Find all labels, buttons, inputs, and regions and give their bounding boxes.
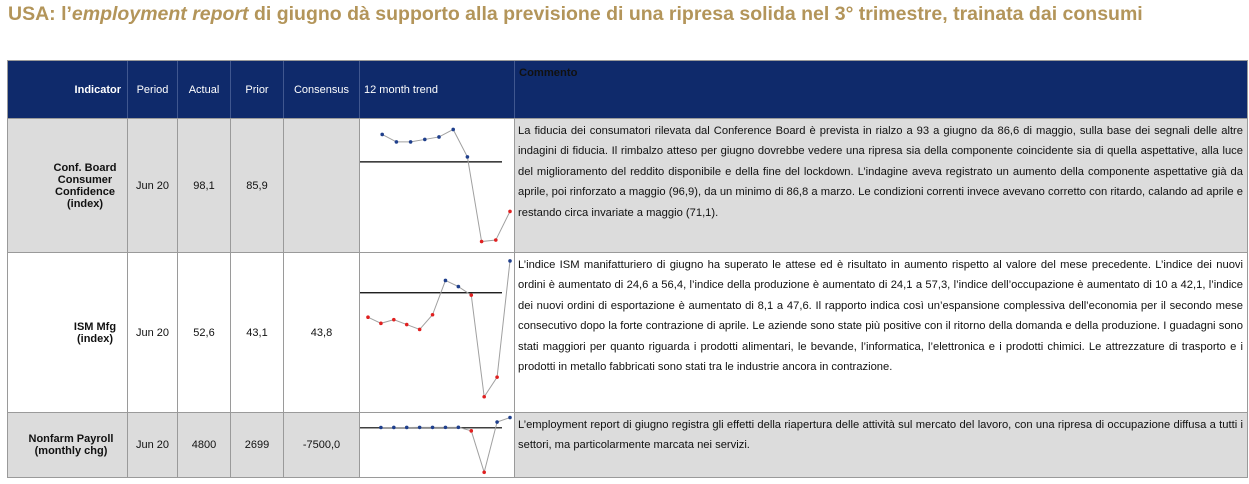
commento-text: L’employment report di giugno registra gli effetti della riapertura delle attività sul mercato del lavoro, con una ripresa di occupazione diffusa a tutti i settori, ma particolarmente marcata nei servizi. xyxy=(518,419,1243,452)
trend-point xyxy=(431,426,435,430)
trend-point xyxy=(469,429,473,433)
consensus-value xyxy=(284,119,360,252)
indicator-name: Conf. Board Consumer Confidence (index) xyxy=(8,119,128,252)
indicator-table xyxy=(7,60,1248,478)
commento-text: L’indice ISM manifatturiero di giugno ha superato le attese ed è risultato in aumento rispetto al valore del mese precedente. L’indice dei nuovi ordini è aumentato di 24,6 a 56,4, l’indice della produzione è aumentato di 24,1 a 57,3, l’indice dell’occupazione è aumentato di 10 a 42,1, l’indice dei nuovi ordini di esportazione è aumentato di 8,1 a 47,6. Il rapporto indica così un’espansione complessiva dell’economia per il secondo mese consecutivo dopo la forte contrazione di aprile. Le aziende sono state più positive con il ritorno della domanda e della produzione. I guadagni sono stati maggiori per quanto riguarda i prodotti alimentari, le bevande, l’informatica, l’elettronica e i prodotti chimici. Le attrezzature di trasporto e i prodotti in metallo fabbricati sono stati tra le industrie ancora in contrazione. xyxy=(518,259,1243,374)
trend-point xyxy=(418,328,422,332)
trend-cell xyxy=(360,413,515,477)
actual-value: 52,6 xyxy=(178,253,231,412)
prior-value: 2699 xyxy=(231,413,284,477)
trend-sparkline xyxy=(360,413,514,477)
trend-point xyxy=(395,140,399,144)
trend-cell xyxy=(360,253,515,412)
prior-value: 85,9 xyxy=(231,119,284,252)
trend-point xyxy=(405,323,409,327)
header-indicator: Indicator xyxy=(8,61,128,118)
trend-point xyxy=(379,322,383,326)
trend-point xyxy=(495,420,499,424)
table-row xyxy=(8,252,1247,412)
trend-point xyxy=(457,426,461,430)
header-prior: Prior xyxy=(231,61,284,118)
trend-point xyxy=(494,238,498,242)
header-consensus: Consensus xyxy=(284,61,360,118)
trend-point xyxy=(508,416,512,420)
trend-point xyxy=(418,426,422,430)
table-row xyxy=(8,118,1247,252)
consensus-value: 43,8 xyxy=(284,253,360,412)
trend-point xyxy=(392,426,396,430)
page-title: USA: l’employment report di giugno dà supporto alla previsione di una ripresa solida nel 3° trimestre, trainata dai consumi xyxy=(8,3,1143,25)
trend-point xyxy=(466,155,470,159)
trend-point xyxy=(366,315,370,319)
trend-point xyxy=(482,470,486,474)
trend-point xyxy=(482,395,486,399)
table-row xyxy=(8,412,1247,477)
trend-point xyxy=(392,318,396,322)
period-value: Jun 20 xyxy=(128,119,178,252)
trend-sparkline xyxy=(360,253,514,412)
actual-value: 98,1 xyxy=(178,119,231,252)
table-header xyxy=(8,61,1247,118)
trend-point xyxy=(508,259,512,263)
trend-point xyxy=(444,279,448,283)
trend-point xyxy=(405,426,409,430)
trend-point xyxy=(495,375,499,379)
trend-point xyxy=(508,210,512,214)
indicator-name: Nonfarm Payroll (monthly chg) xyxy=(8,413,128,477)
trend-point xyxy=(379,426,383,430)
trend-sparkline xyxy=(360,119,514,252)
trend-line xyxy=(368,261,510,397)
trend-point xyxy=(380,133,384,137)
trend-point xyxy=(451,128,455,132)
consensus-value: -7500,0 xyxy=(284,413,360,477)
trend-line xyxy=(382,129,510,241)
trend-point xyxy=(431,313,435,317)
trend-cell xyxy=(360,119,515,252)
commento-text: La fiducia dei consumatori rilevata dal Conference Board è prevista in rialzo a 93 a giugno da 86,6 di maggio, sulla base dei segnali delle altre indagini di fiducia. Il rimbalzo atteso per giugno dovrebbe vedere una ripresa sia della componente coincidente sia di quella aspettative, alla luce del miglioramento del reddito disponibile e della fine del lockdown. L’indagine aveva registrato un aumento della componente aspettative già da aprile, poi rinforzato a maggio (96,9), da un minimo di 86,8 a marzo. Le condizioni correnti invece avevano corretto con ritardo, calando ad aprile e restando circa invariate a maggio (71,1). xyxy=(518,125,1243,219)
header-period: Period xyxy=(128,61,178,118)
trend-point xyxy=(409,140,413,144)
prior-value: 43,1 xyxy=(231,253,284,412)
indicator-name: ISM Mfg (index) xyxy=(8,253,128,412)
trend-point xyxy=(423,138,427,142)
header-trend: 12 month trend xyxy=(360,61,515,118)
period-value: Jun 20 xyxy=(128,253,178,412)
trend-point xyxy=(457,285,461,289)
trend-point xyxy=(444,426,448,430)
trend-point xyxy=(469,293,473,297)
period-value: Jun 20 xyxy=(128,413,178,477)
header-commento: Commento xyxy=(519,67,578,79)
trend-point xyxy=(437,135,441,139)
actual-value: 4800 xyxy=(178,413,231,477)
header-actual: Actual xyxy=(178,61,231,118)
trend-point xyxy=(480,240,484,244)
